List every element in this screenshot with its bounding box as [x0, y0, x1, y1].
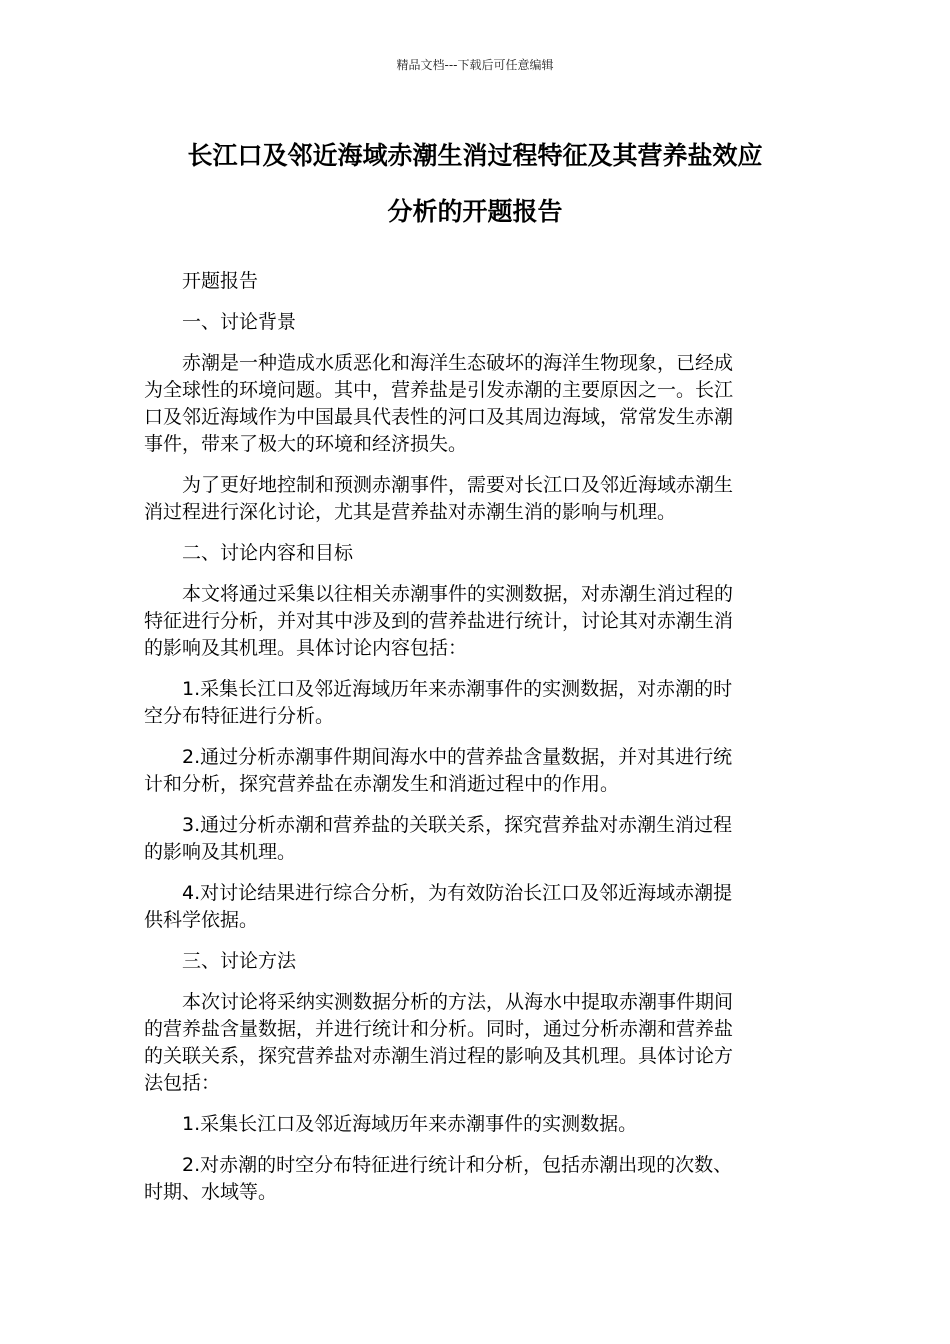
paragraph	[144, 1152, 792, 1206]
paragraph	[144, 744, 792, 798]
document-title-line-2: 分析的开题报告	[387, 197, 563, 226]
paragraph-line: 口及邻近海域作为中国最具代表性的河口及其周边海域，常常发生赤潮	[144, 406, 734, 428]
paragraph-line: 本次讨论将采纳实测数据分析的方法，从海水中提取赤潮事件期间	[182, 991, 734, 1013]
paragraph	[144, 268, 792, 295]
paragraph-line: 消过程进行深化讨论，尤其是营养盐对赤潮生消的影响与机理。	[144, 501, 677, 523]
paragraph-line: 赤潮是一种造成水质恶化和海洋生态破坏的海洋生物现象，已经成	[182, 352, 734, 374]
paragraph-line: 的影响及其机理。	[144, 841, 297, 863]
running-header: 精品文档---下载后可任意编辑	[396, 58, 554, 72]
paragraph-line: 本文将通过采集以往相关赤潮事件的实测数据，对赤潮生消过程的	[182, 583, 734, 605]
paragraph-line: 三、讨论方法	[182, 950, 297, 972]
paragraph-line: 时期、水域等。	[144, 1181, 278, 1203]
paragraph	[144, 309, 792, 336]
paragraph-line: 二、讨论内容和目标	[182, 542, 354, 564]
paragraph	[144, 880, 792, 934]
paragraph-line: 的关联关系，探究营养盐对赤潮生消过程的影响及其机理。具体讨论方	[144, 1045, 734, 1067]
paragraph-line: 的营养盐含量数据，并进行统计和分析。同时，通过分析赤潮和营养盐	[144, 1018, 734, 1040]
paragraph	[144, 989, 792, 1097]
paragraph-line: 为了更好地控制和预测赤潮事件，需要对长江口及邻近海域赤潮生	[182, 474, 734, 496]
paragraph-line: 计和分析，探究营养盐在赤潮发生和消逝过程中的作用。	[144, 773, 620, 795]
paragraph	[144, 581, 792, 662]
paragraph-line: 特征进行分析，并对其中涉及到的营养盐进行统计，讨论其对赤潮生消	[144, 610, 734, 632]
paragraph-line: 法包括：	[144, 1072, 221, 1094]
document-title-line-1: 长江口及邻近海域赤潮生消过程特征及其营养盐效应	[187, 141, 763, 170]
paragraph-line: 一、讨论背景	[182, 311, 297, 333]
paragraph	[144, 948, 792, 975]
paragraph-line: 2.通过分析赤潮事件期间海水中的营养盐含量数据，并对其进行统	[182, 746, 733, 768]
paragraph-line: 空分布特征进行分析。	[144, 705, 335, 727]
paragraph	[144, 540, 792, 567]
paragraph-line: 供科学依据。	[144, 909, 259, 931]
paragraph-line: 的影响及其机理。具体讨论内容包括：	[144, 637, 468, 659]
paragraph-line: 2.对赤潮的时空分布特征进行统计和分析，包括赤潮出现的次数、	[182, 1154, 733, 1176]
paragraph-line: 开题报告	[182, 270, 259, 292]
paragraph	[144, 812, 792, 866]
paragraph	[144, 1111, 792, 1138]
paragraph-line: 1.采集长江口及邻近海域历年来赤潮事件的实测数据，对赤潮的时	[182, 678, 733, 700]
paragraph	[144, 472, 792, 526]
paragraph-line: 为全球性的环境问题。其中，营养盐是引发赤潮的主要原因之一。长江	[144, 379, 734, 401]
paragraph-line: 4.对讨论结果进行综合分析，为有效防治长江口及邻近海域赤潮提	[182, 882, 733, 904]
document-body	[144, 268, 792, 1220]
paragraph	[144, 676, 792, 730]
paragraph-line: 事件，带来了极大的环境和经济损失。	[144, 433, 468, 455]
paragraph-line: 3.通过分析赤潮和营养盐的关联关系，探究营养盐对赤潮生消过程	[182, 814, 733, 836]
paragraph	[144, 350, 792, 458]
paragraph-line: 1.采集长江口及邻近海域历年来赤潮事件的实测数据。	[182, 1113, 638, 1135]
